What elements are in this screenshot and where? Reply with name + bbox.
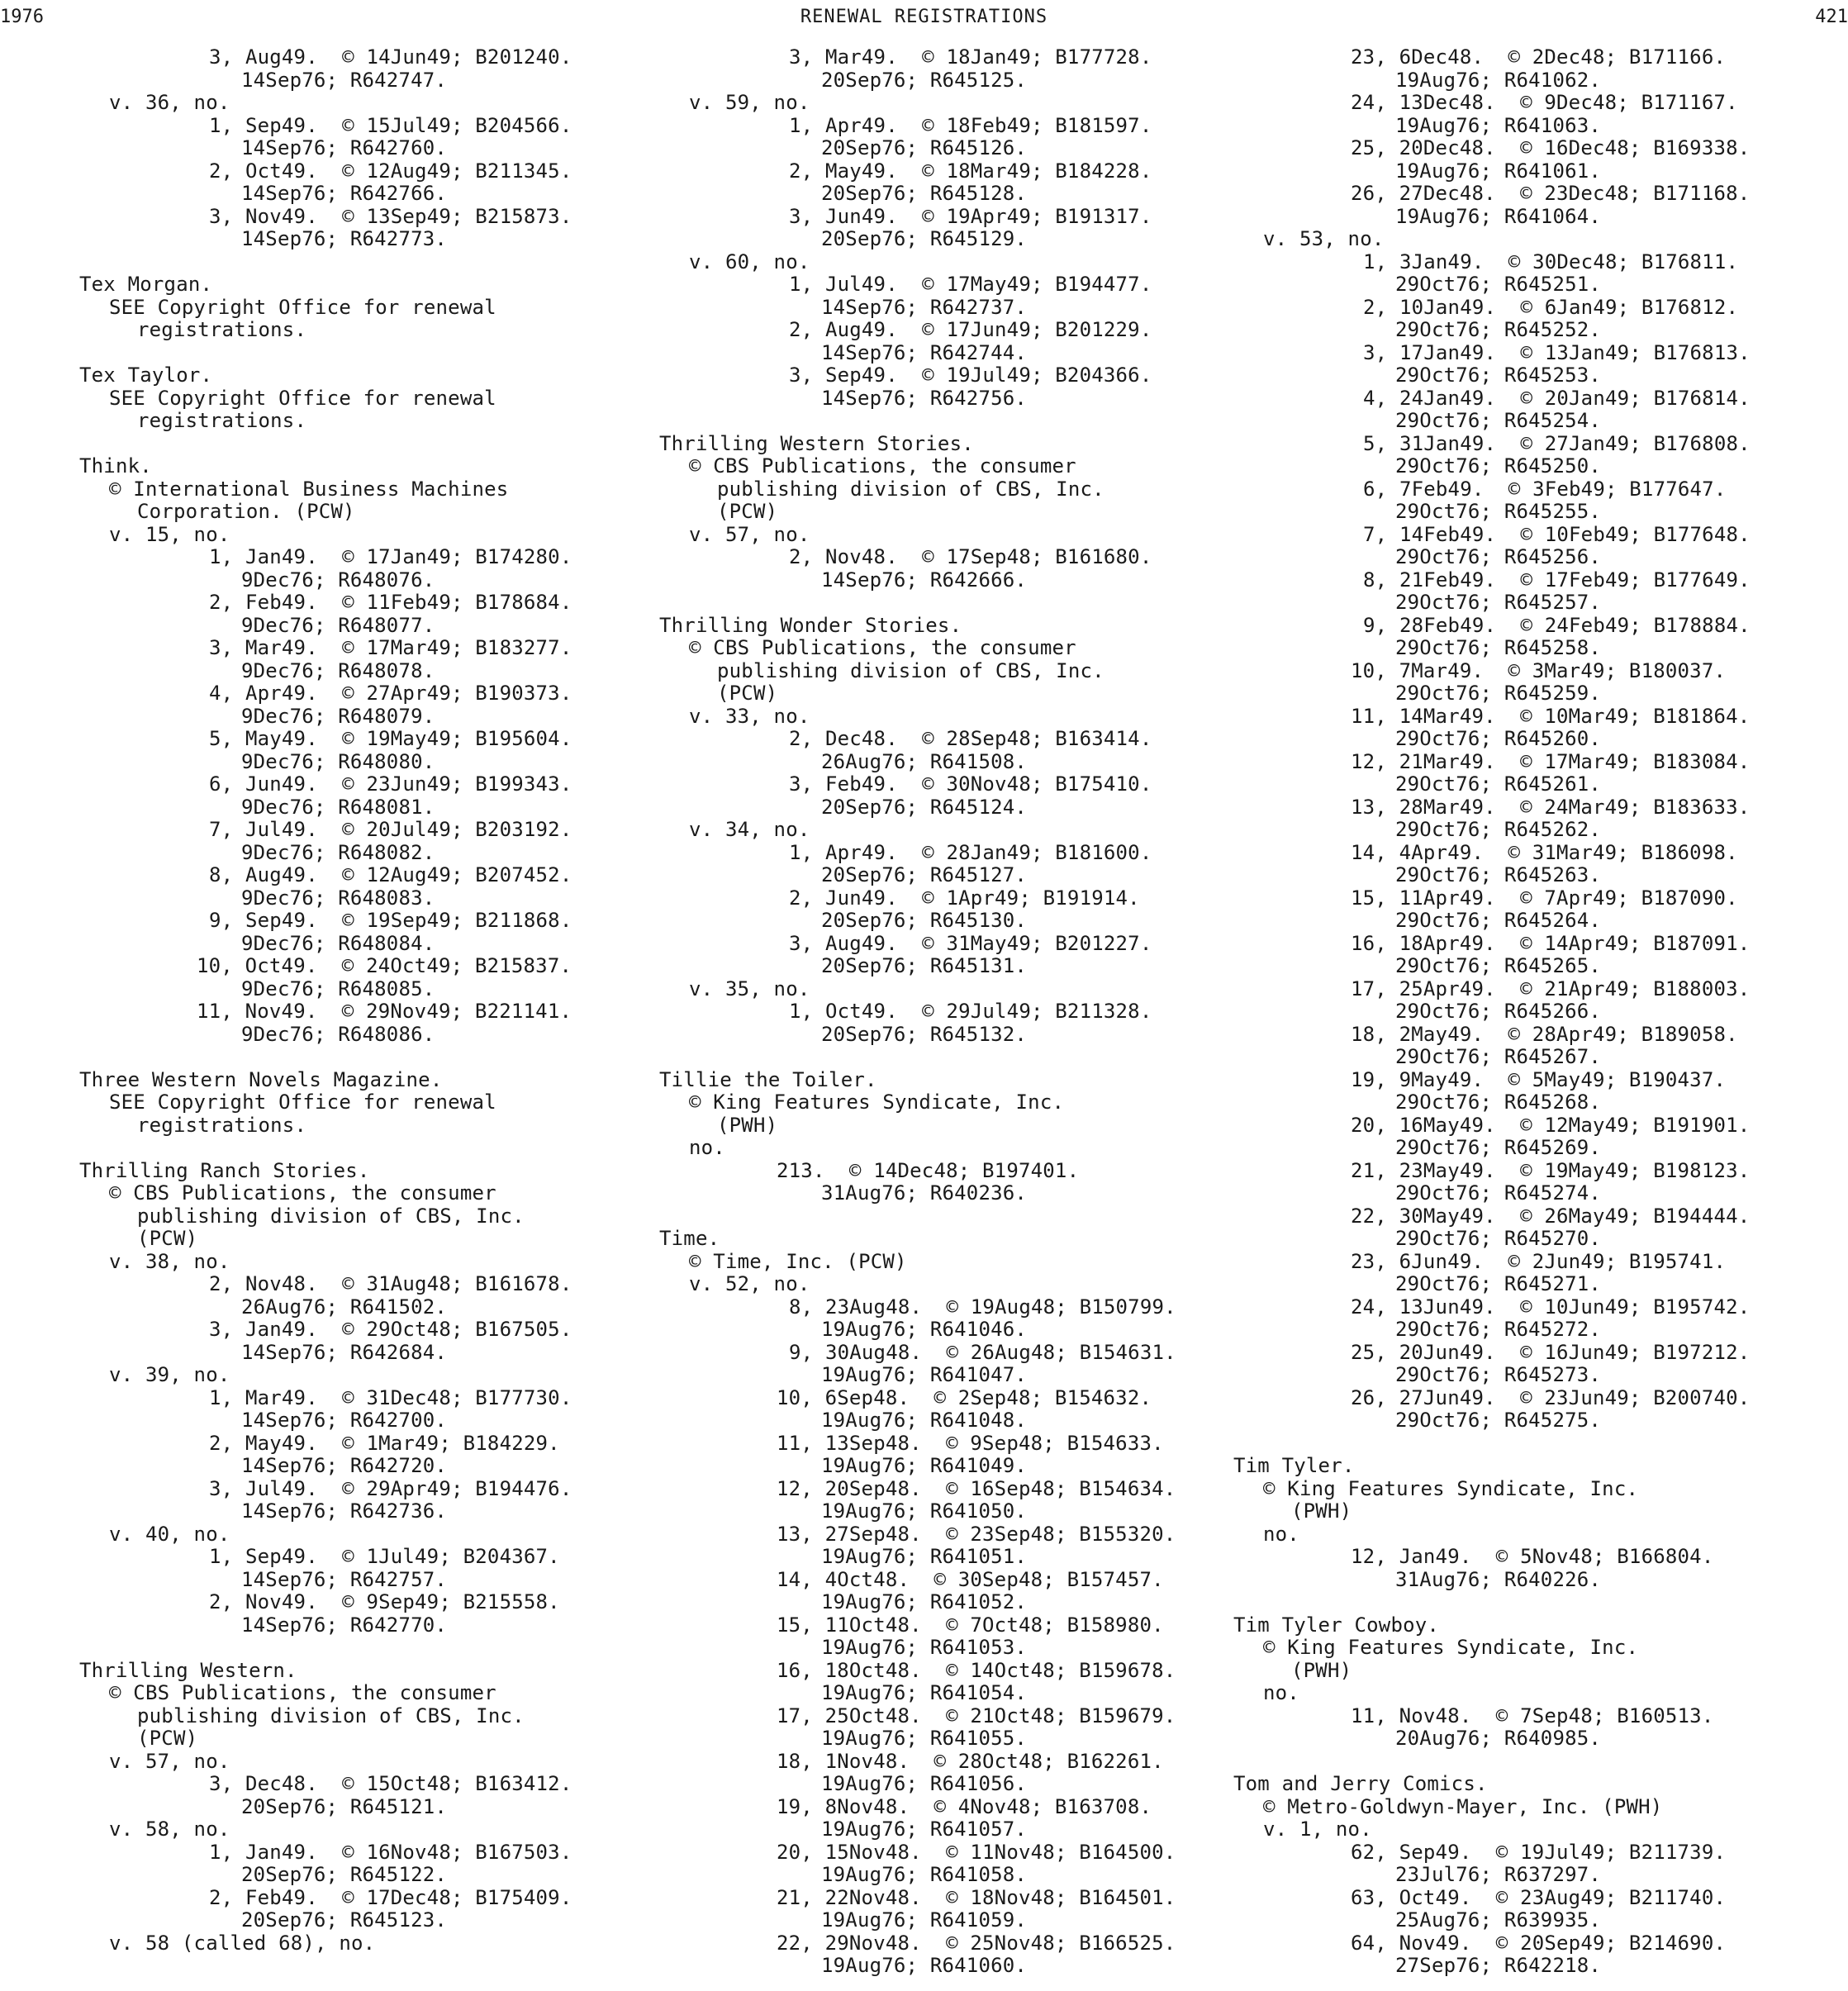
- registration-line: 13, 27Sep48. © 23Sep48; B155320.: [777, 1522, 1176, 1546]
- registration-line: 20Aug76; R640985.: [1395, 1727, 1602, 1750]
- registration-line: 20Sep76; R645128.: [821, 182, 1028, 205]
- registration-line: 14Sep76; R642760.: [241, 136, 448, 159]
- registration-line: 14Sep76; R642766.: [241, 182, 448, 205]
- registration-line: 14Sep76; R642737.: [821, 295, 1028, 319]
- registration-line: 15, 11Oct48. © 7Oct48; B158980.: [777, 1613, 1164, 1637]
- registration-line: 29Oct76; R645250.: [1395, 454, 1602, 478]
- registration-line: 19Aug76; R641059.: [821, 1908, 1028, 1932]
- registration-line: 3, Aug49. © 14Jun49; B201240.: [209, 45, 572, 69]
- registration-line: 6, 7Feb49. © 3Feb49; B177647.: [1363, 477, 1727, 501]
- registration-line: 2, Feb49. © 17Dec48; B175409.: [209, 1885, 572, 1909]
- registration-line: 19Aug76; R641046.: [821, 1318, 1028, 1341]
- registration-line: (PCW): [137, 1727, 198, 1750]
- registration-line: 9Dec76; R648086.: [241, 1022, 435, 1046]
- registration-line: 20Sep76; R645124.: [821, 795, 1028, 819]
- registration-line: © Metro-Goldwyn-Mayer, Inc. (PWH): [1263, 1794, 1663, 1818]
- registration-line: 12, 21Mar49. © 17Mar49; B183084.: [1351, 749, 1751, 773]
- registration-line: 20Sep76; R645129.: [821, 227, 1028, 250]
- registration-line: 14Sep76; R642773.: [241, 227, 448, 250]
- registration-line: Tim Tyler.: [1233, 1454, 1355, 1477]
- registration-line: (PCW): [717, 500, 778, 523]
- registration-line: Corporation. (PCW): [137, 500, 355, 523]
- registration-line: 29Oct76; R645265.: [1395, 954, 1602, 977]
- registration-line: Tillie the Toiler.: [659, 1067, 877, 1091]
- registration-line: 9Dec76; R648084.: [241, 931, 435, 955]
- registration-line: (PWH): [1291, 1499, 1352, 1523]
- page-title: RENEWAL REGISTRATIONS: [800, 7, 1048, 27]
- registration-line: 20Sep76; R645131.: [821, 954, 1028, 977]
- registration-line: 9Dec76; R648082.: [241, 840, 435, 864]
- column-left: [79, 46, 572, 1955]
- registration-line: registrations.: [137, 318, 307, 341]
- registration-line: 1, Jan49. © 16Nov48; B167503.: [209, 1840, 572, 1864]
- registration-line: 9, 30Aug48. © 26Aug48; B154631.: [789, 1340, 1176, 1364]
- registration-line: 5, May49. © 19May49; B195604.: [209, 727, 572, 750]
- registration-line: v. 57, no.: [689, 522, 810, 546]
- registration-line: 5, 31Jan49. © 27Jan49; B176808.: [1363, 431, 1751, 455]
- registration-line: [1233, 1433, 1751, 1456]
- registration-line: SEE Copyright Office for renewal: [109, 1091, 496, 1114]
- registration-line: 2, May49. © 1Mar49; B184229.: [209, 1431, 560, 1455]
- registration-line: 25, 20Jun49. © 16Jun49; B197212.: [1351, 1340, 1751, 1364]
- registration-line: 19Aug76; R641051.: [821, 1545, 1028, 1568]
- registration-line: 14Sep76; R642770.: [241, 1613, 448, 1637]
- registration-line: (PCW): [137, 1227, 198, 1250]
- registration-line: 1, Jul49. © 17May49; B194477.: [789, 273, 1152, 296]
- registration-line: (PWH): [1291, 1658, 1352, 1682]
- registration-line: v. 40, no.: [109, 1522, 230, 1546]
- registration-line: 9Dec76; R648081.: [241, 795, 435, 819]
- registration-line: 20Sep76; R645127.: [821, 863, 1028, 886]
- registration-line: 11, 13Sep48. © 9Sep48; B154633.: [777, 1431, 1164, 1455]
- registration-line: [79, 1046, 572, 1069]
- registration-line: 10, 7Mar49. © 3Mar49; B180037.: [1351, 658, 1727, 682]
- registration-line: 29Oct76; R645269.: [1395, 1136, 1602, 1159]
- registration-line: 26, 27Dec48. © 23Dec48; B171168.: [1351, 182, 1751, 205]
- registration-line: v. 36, no.: [109, 91, 230, 114]
- registration-line: 9, 28Feb49. © 24Feb49; B178884.: [1363, 613, 1751, 637]
- registration-line: 29Oct76; R645274.: [1395, 1181, 1602, 1205]
- registration-line: no.: [1263, 1681, 1299, 1704]
- registration-line: 20, 16May49. © 12May49; B191901.: [1351, 1113, 1751, 1137]
- registration-line: Thrilling Ranch Stories.: [79, 1158, 370, 1182]
- registration-line: 20Sep76; R645130.: [821, 909, 1028, 932]
- registration-line: 31Aug76; R640236.: [821, 1181, 1028, 1205]
- registration-line: 3, Nov49. © 13Sep49; B215873.: [209, 204, 572, 228]
- registration-line: registrations.: [137, 1113, 307, 1137]
- registration-line: 1, Sep49. © 15Jul49; B204566.: [209, 113, 572, 137]
- registration-line: 19Aug76; R641062.: [1395, 68, 1602, 92]
- registration-line: 16, 18Apr49. © 14Apr49; B187091.: [1351, 931, 1751, 955]
- registration-line: v. 39, no.: [109, 1363, 230, 1386]
- registration-line: 19Aug76; R641063.: [1395, 113, 1602, 137]
- registration-line: 19Aug76; R641061.: [1395, 159, 1602, 183]
- registration-line: v. 58 (called 68), no.: [109, 1931, 376, 1955]
- column-right: [1233, 46, 1751, 1978]
- registration-line: v. 33, no.: [689, 704, 810, 728]
- registration-line: 3, Jul49. © 29Apr49; B194476.: [209, 1476, 572, 1500]
- registration-line: 9Dec76; R648078.: [241, 658, 435, 682]
- registration-line: 25, 20Dec48. © 16Dec48; B169338.: [1351, 136, 1751, 159]
- registration-line: 29Oct76; R645271.: [1395, 1272, 1602, 1295]
- registration-line: [79, 1637, 572, 1660]
- registration-line: 3, Feb49. © 30Nov48; B175410.: [789, 772, 1152, 796]
- registration-line: SEE Copyright Office for renewal: [109, 386, 496, 410]
- registration-line: v. 35, no.: [689, 976, 810, 1000]
- registration-line: © CBS Publications, the consumer: [109, 1681, 496, 1704]
- registration-line: 14Sep76; R642736.: [241, 1499, 448, 1523]
- registration-line: 8, Aug49. © 12Aug49; B207452.: [209, 863, 572, 886]
- registration-line: 1, Apr49. © 28Jan49; B181600.: [789, 840, 1152, 864]
- registration-line: (PWH): [717, 1113, 778, 1137]
- registration-line: Thrilling Western Stories.: [659, 431, 974, 455]
- registration-line: 7, 14Feb49. © 10Feb49; B177648.: [1363, 522, 1751, 546]
- registration-line: publishing division of CBS, Inc.: [717, 658, 1105, 682]
- registration-line: Time.: [659, 1227, 720, 1250]
- registration-line: 23, 6Jun49. © 2Jun49; B195741.: [1351, 1249, 1727, 1273]
- registration-line: 63, Oct49. © 23Aug49; B211740.: [1351, 1885, 1727, 1909]
- registration-line: 19Aug76; R641054.: [821, 1681, 1028, 1704]
- registration-line: 14Sep76; R642666.: [821, 568, 1028, 592]
- registration-line: [79, 433, 572, 456]
- registration-line: 31Aug76; R640226.: [1395, 1567, 1602, 1591]
- registration-line: v. 53, no.: [1263, 227, 1385, 250]
- registration-line: 6, Jun49. © 23Jun49; B199343.: [209, 772, 572, 796]
- registration-line: 19Aug76; R641049.: [821, 1454, 1028, 1477]
- registration-line: no.: [689, 1136, 725, 1159]
- registration-line: 3, Jan49. © 29Oct48; B167505.: [209, 1318, 572, 1341]
- registration-line: 1, 3Jan49. © 30Dec48; B176811.: [1363, 249, 1739, 273]
- registration-line: 11, Nov48. © 7Sep48; B160513.: [1351, 1704, 1714, 1727]
- registration-line: 21, 22Nov48. © 18Nov48; B164501.: [777, 1885, 1176, 1909]
- registration-line: 7, Jul49. © 20Jul49; B203192.: [209, 818, 572, 841]
- registration-line: 17, 25Apr49. © 21Apr49; B188003.: [1351, 976, 1751, 1000]
- registration-line: 29Oct76; R645272.: [1395, 1318, 1602, 1341]
- registration-line: 2, Oct49. © 12Aug49; B211345.: [209, 159, 572, 183]
- registration-line: 14Sep76; R642684.: [241, 1340, 448, 1364]
- registration-line: 14Sep76; R642720.: [241, 1454, 448, 1477]
- registration-line: [659, 1205, 1176, 1228]
- registration-line: 26Aug76; R641508.: [821, 749, 1028, 773]
- registration-line: [79, 342, 572, 365]
- registration-line: 10, 6Sep48. © 2Sep48; B154632.: [777, 1385, 1152, 1409]
- registration-line: 29Oct76; R645258.: [1395, 636, 1602, 659]
- registration-line: 29Oct76; R645266.: [1395, 1000, 1602, 1023]
- registration-line: 20, 15Nov48. © 11Nov48; B164500.: [777, 1840, 1176, 1864]
- registration-line: 2, Jun49. © 1Apr49; B191914.: [789, 886, 1140, 910]
- registration-line: 4, 24Jan49. © 20Jan49; B176814.: [1363, 386, 1751, 410]
- registration-line: 20Sep76; R645122.: [241, 1863, 448, 1886]
- registration-line: 11, Nov49. © 29Nov49; B221141.: [197, 1000, 572, 1023]
- registration-line: v. 57, no.: [109, 1749, 230, 1773]
- registration-line: 29Oct76; R645268.: [1395, 1091, 1602, 1114]
- registration-line: 29Oct76; R645270.: [1395, 1227, 1602, 1250]
- registration-line: 3, Jun49. © 19Apr49; B191317.: [789, 204, 1152, 228]
- registration-line: SEE Copyright Office for renewal: [109, 295, 496, 319]
- registration-line: 29Oct76; R645255.: [1395, 500, 1602, 523]
- registration-line: 20Sep76; R645125.: [821, 68, 1028, 92]
- registration-line: 14Sep76; R642744.: [821, 340, 1028, 364]
- registration-line: 19, 8Nov48. © 4Nov48; B163708.: [777, 1794, 1152, 1818]
- registration-line: 2, Feb49. © 11Feb49; B178684.: [209, 591, 572, 614]
- registration-line: 64, Nov49. © 20Sep49; B214690.: [1351, 1931, 1727, 1955]
- registration-line: 19Aug76; R641057.: [821, 1818, 1028, 1841]
- registration-line: 20Sep76; R645123.: [241, 1908, 448, 1932]
- registration-line: [659, 1046, 1176, 1069]
- registration-line: [1233, 1751, 1751, 1774]
- registration-line: 14Sep76; R642757.: [241, 1567, 448, 1591]
- registration-line: 29Oct76; R645267.: [1395, 1045, 1602, 1068]
- registration-line: 8, 23Aug48. © 19Aug48; B150799.: [789, 1295, 1176, 1319]
- registration-line: 2, Nov48. © 17Sep48; B161680.: [789, 545, 1152, 568]
- registration-line: 21, 23May49. © 19May49; B198123.: [1351, 1158, 1751, 1182]
- registration-line: 29Oct76; R645264.: [1395, 909, 1602, 932]
- registration-line: 12, Jan49. © 5Nov48; B166804.: [1351, 1545, 1714, 1568]
- registration-line: 9Dec76; R648077.: [241, 613, 435, 637]
- registration-line: no.: [1263, 1522, 1299, 1546]
- registration-line: 1, Mar49. © 31Dec48; B177730.: [209, 1385, 572, 1409]
- registration-line: © King Features Syndicate, Inc.: [689, 1091, 1065, 1114]
- registration-line: 19, 9May49. © 5May49; B190437.: [1351, 1067, 1727, 1091]
- registration-line: 18, 1Nov48. © 28Oct48; B162261.: [777, 1749, 1164, 1773]
- registration-line: [1233, 1591, 1751, 1614]
- registration-line: Tex Taylor.: [79, 364, 213, 387]
- registration-line: 17, 25Oct48. © 21Oct48; B159679.: [777, 1704, 1176, 1727]
- page-header: [0, 7, 1848, 33]
- registration-line: 1, Oct49. © 29Jul49; B211328.: [789, 1000, 1152, 1023]
- registration-line: publishing division of CBS, Inc.: [137, 1204, 525, 1228]
- registration-line: 9Dec76; R648080.: [241, 749, 435, 773]
- registration-line: v. 38, no.: [109, 1249, 230, 1273]
- registration-line: 23, 6Dec48. © 2Dec48; B171166.: [1351, 45, 1727, 69]
- registration-line: 12, 20Sep48. © 16Sep48; B154634.: [777, 1476, 1176, 1500]
- registration-line: 9Dec76; R648083.: [241, 886, 435, 910]
- registration-line: 2, Nov49. © 9Sep49; B215558.: [209, 1590, 560, 1613]
- registration-line: 10, Oct49. © 24Oct49; B215837.: [197, 954, 572, 977]
- registration-line: 14Sep76; R642756.: [821, 386, 1028, 410]
- registration-line: 1, Apr49. © 18Feb49; B181597.: [789, 113, 1152, 137]
- column-middle: [659, 46, 1176, 1978]
- registration-line: 13, 28Mar49. © 24Mar49; B183633.: [1351, 795, 1751, 819]
- registration-line: v. 1, no.: [1263, 1818, 1372, 1841]
- registration-line: 29Oct76; R645273.: [1395, 1363, 1602, 1386]
- registration-line: 22, 29Nov48. © 25Nov48; B166525.: [777, 1931, 1176, 1955]
- page-number: 421: [1815, 7, 1848, 27]
- registration-line: [659, 410, 1176, 433]
- registration-line: 9Dec76; R648079.: [241, 704, 435, 728]
- registration-line: Tom and Jerry Comics.: [1233, 1772, 1488, 1795]
- registration-line: © International Business Machines: [109, 477, 509, 501]
- registration-line: 26, 27Jun49. © 23Jun49; B200740.: [1351, 1385, 1751, 1409]
- registration-line: Tim Tyler Cowboy.: [1233, 1613, 1440, 1637]
- registration-line: 8, 21Feb49. © 17Feb49; B177649.: [1363, 568, 1751, 592]
- registration-line: 14Sep76; R642747.: [241, 68, 448, 92]
- registration-line: 19Aug76; R641056.: [821, 1772, 1028, 1795]
- registration-line: 3, Mar49. © 18Jan49; B177728.: [789, 45, 1152, 69]
- registration-line: 19Aug76; R641058.: [821, 1863, 1028, 1886]
- page-year: 1976: [0, 7, 44, 27]
- registration-line: 19Aug76; R641064.: [1395, 204, 1602, 228]
- registration-line: 29Oct76; R645253.: [1395, 364, 1602, 387]
- registration-line: 62, Sep49. © 19Jul49; B211739.: [1351, 1840, 1727, 1864]
- registration-line: 29Oct76; R645252.: [1395, 318, 1602, 341]
- registration-line: 29Oct76; R645262.: [1395, 818, 1602, 841]
- registration-line: 3, Sep49. © 19Jul49; B204366.: [789, 364, 1152, 387]
- registration-line: 2, Nov48. © 31Aug48; B161678.: [209, 1272, 572, 1295]
- registration-line: Thrilling Wonder Stories.: [659, 613, 962, 637]
- registration-line: 9, Sep49. © 19Sep49; B211868.: [209, 909, 572, 932]
- registration-line: 25Aug76; R639935.: [1395, 1908, 1602, 1932]
- registration-line: 29Oct76; R645251.: [1395, 273, 1602, 296]
- registration-line: 19Aug76; R641050.: [821, 1499, 1028, 1523]
- registration-line: Three Western Novels Magazine.: [79, 1067, 443, 1091]
- registration-line: 14, 4Oct48. © 30Sep48; B157457.: [777, 1567, 1164, 1591]
- registration-line: 3, Dec48. © 15Oct48; B163412.: [209, 1772, 572, 1795]
- registration-line: 19Aug76; R641047.: [821, 1363, 1028, 1386]
- registration-line: 29Oct76; R645260.: [1395, 727, 1602, 750]
- registration-line: [659, 592, 1176, 615]
- registration-line: 29Oct76; R645275.: [1395, 1409, 1602, 1432]
- registration-line: 24, 13Jun49. © 10Jun49; B195742.: [1351, 1295, 1751, 1319]
- registration-line: 2, 10Jan49. © 6Jan49; B176812.: [1363, 295, 1739, 319]
- registration-line: 29Oct76; R645256.: [1395, 545, 1602, 568]
- registration-line: 29Oct76; R645259.: [1395, 682, 1602, 705]
- registration-line: © Time, Inc. (PCW): [689, 1249, 907, 1273]
- registration-line: 1, Jan49. © 17Jan49; B174280.: [209, 545, 572, 568]
- registration-line: 15, 11Apr49. © 7Apr49; B187090.: [1351, 886, 1738, 910]
- registration-line: 22, 30May49. © 26May49; B194444.: [1351, 1204, 1751, 1228]
- registration-line: © King Features Syndicate, Inc.: [1263, 1636, 1639, 1659]
- registration-line: v. 52, no.: [689, 1272, 810, 1295]
- registration-line: 1, Sep49. © 1Jul49; B204367.: [209, 1545, 560, 1568]
- registration-line: © CBS Publications, the consumer: [689, 636, 1076, 659]
- registration-line: 2, May49. © 18Mar49; B184228.: [789, 159, 1152, 183]
- registration-line: 19Aug76; R641060.: [821, 1954, 1028, 1977]
- registration-line: publishing division of CBS, Inc.: [137, 1704, 525, 1727]
- registration-line: v. 59, no.: [689, 91, 810, 114]
- registration-line: 4, Apr49. © 27Apr49; B190373.: [209, 682, 572, 705]
- registration-line: 19Aug76; R641052.: [821, 1590, 1028, 1613]
- registration-line: 3, 17Jan49. © 13Jan49; B176813.: [1363, 340, 1751, 364]
- registration-line: 14, 4Apr49. © 31Mar49; B186098.: [1351, 840, 1738, 864]
- registration-line: v. 15, no.: [109, 522, 230, 546]
- registration-line: 2, Dec48. © 28Sep48; B163414.: [789, 727, 1152, 750]
- registration-line: © King Features Syndicate, Inc.: [1263, 1476, 1639, 1500]
- registration-line: 19Aug76; R641053.: [821, 1636, 1028, 1659]
- registration-line: v. 58, no.: [109, 1818, 230, 1841]
- registration-line: (PCW): [717, 682, 778, 705]
- registration-line: 29Oct76; R645257.: [1395, 591, 1602, 614]
- registration-line: publishing division of CBS, Inc.: [717, 477, 1105, 501]
- registration-line: 23Jul76; R637297.: [1395, 1863, 1602, 1886]
- registration-line: 11, 14Mar49. © 10Mar49; B181864.: [1351, 704, 1751, 728]
- registration-line: [79, 251, 572, 274]
- registration-line: 24, 13Dec48. © 9Dec48; B171167.: [1351, 91, 1738, 114]
- registration-line: registrations.: [137, 409, 307, 432]
- registration-line: © CBS Publications, the consumer: [109, 1181, 496, 1205]
- registration-line: 29Oct76; R645254.: [1395, 409, 1602, 432]
- registration-line: Tex Morgan.: [79, 273, 213, 296]
- registration-line: [79, 1137, 572, 1160]
- registration-line: 19Aug76; R641048.: [821, 1409, 1028, 1432]
- registration-line: 20Sep76; R645121.: [241, 1794, 448, 1818]
- registration-line: 20Sep76; R645126.: [821, 136, 1028, 159]
- registration-line: 3, Mar49. © 17Mar49; B183277.: [209, 636, 572, 659]
- registration-line: 18, 2May49. © 28Apr49; B189058.: [1351, 1022, 1738, 1046]
- registration-line: 19Aug76; R641055.: [821, 1727, 1028, 1750]
- registration-line: 29Oct76; R645261.: [1395, 772, 1602, 796]
- registration-line: 27Sep76; R642218.: [1395, 1954, 1602, 1977]
- registration-line: 213. © 14Dec48; B197401.: [777, 1158, 1080, 1182]
- registration-line: 3, Aug49. © 31May49; B201227.: [789, 931, 1152, 955]
- registration-line: 14Sep76; R642700.: [241, 1409, 448, 1432]
- registration-line: v. 60, no.: [689, 249, 810, 273]
- registration-line: Think.: [79, 454, 152, 478]
- registration-line: 9Dec76; R648085.: [241, 976, 435, 1000]
- registration-line: 2, Aug49. © 17Jun49; B201229.: [789, 318, 1152, 341]
- registration-line: 26Aug76; R641502.: [241, 1295, 448, 1319]
- registration-line: 20Sep76; R645132.: [821, 1022, 1028, 1046]
- registration-line: 29Oct76; R645263.: [1395, 863, 1602, 886]
- registration-line: 16, 18Oct48. © 14Oct48; B159678.: [777, 1658, 1176, 1682]
- registration-line: Thrilling Western.: [79, 1658, 297, 1682]
- registration-line: 9Dec76; R648076.: [241, 568, 435, 592]
- registration-line: v. 34, no.: [689, 818, 810, 841]
- registration-line: © CBS Publications, the consumer: [689, 454, 1076, 478]
